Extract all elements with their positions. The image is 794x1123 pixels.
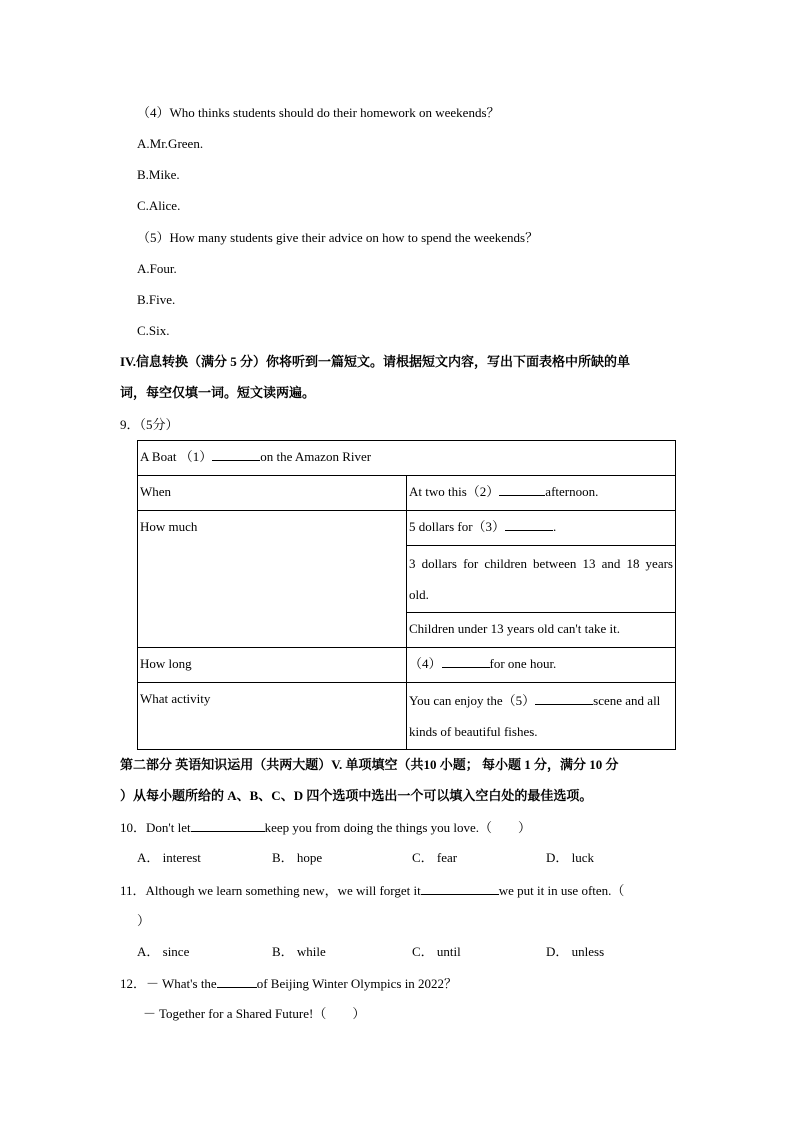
activity-value (407, 683, 676, 750)
table-title-cell (138, 441, 676, 476)
how-much-value-2 (407, 546, 676, 613)
activity-line2: kinds of beautiful fishes. (409, 724, 538, 739)
blank-1[interactable] (212, 448, 260, 461)
when-value (407, 476, 676, 511)
how-much-label: How much (138, 511, 407, 648)
q12-prefix: 12．－ What's the (120, 976, 217, 991)
q11-suffix: we put it in use often.（ (498, 883, 625, 898)
q11-option-d[interactable]: D． unless (546, 944, 605, 959)
blank-5[interactable] (535, 692, 593, 705)
blank-2[interactable] (499, 483, 545, 496)
q10-blank[interactable] (191, 819, 265, 832)
q10-option-d[interactable]: D． luck (546, 850, 595, 865)
activity-suffix: scene and all (593, 693, 661, 708)
q12-blank[interactable] (217, 975, 257, 988)
how-long-label: How long (138, 648, 407, 683)
q10-option-c[interactable]: C． fear (412, 850, 458, 865)
q11-option-a[interactable]: A． since (137, 944, 190, 959)
section4-instruction-line2: 词，每空仅填一词。短文读两遍。 (120, 385, 316, 400)
much2-line1: 3 dollars for children between 13 and 18 years (409, 556, 673, 571)
q11-option-c[interactable]: C． until (412, 944, 461, 959)
q8-5-option-c: C.Six. (137, 323, 170, 338)
how-long-value (407, 648, 676, 683)
when-prefix: At two this（2） (409, 484, 500, 499)
how-much-value-1 (407, 511, 676, 546)
q8-4-option-c: C.Alice. (137, 198, 181, 213)
blank-4[interactable] (442, 655, 490, 668)
q12-answer-line: － Together for a Shared Future!（ ） (143, 1006, 366, 1021)
q11-close-paren: ） (137, 913, 151, 928)
much1-suffix: . (553, 519, 557, 534)
part2-instruction-line1: 第二部分 英语知识运用（共两大题）V. 单项填空（共10 小题； 每小题 1 分，满分 10 分 (120, 757, 619, 772)
q11-blank[interactable] (421, 882, 499, 895)
activity-label: What activity (138, 683, 407, 750)
q10-stem (120, 819, 531, 836)
q8-5-option-b: B.Five. (137, 292, 176, 307)
q8-5-question: （5）How many students give their advice on how to spend the weekends？ (137, 230, 539, 245)
q10-option-a[interactable]: A． interest (137, 850, 201, 865)
q8-4-option-b: B.Mike. (137, 167, 180, 182)
much1-prefix: 5 dollars for（3） (409, 519, 506, 534)
q11-prefix: 11．Although we learn something new，we will forget it (120, 883, 421, 898)
q10-prefix: 10．Don't let (120, 820, 191, 835)
long-prefix: （4） (409, 656, 442, 671)
when-suffix: afternoon. (545, 484, 599, 499)
how-much-value-3: Children under 13 years old can't take it. (407, 613, 676, 648)
info-table (137, 440, 676, 750)
section4-instruction-line1: IV.信息转换（满分 5 分）你将听到一篇短文。请根据短文内容，写出下面表格中所缺的单 (120, 354, 631, 369)
q10-option-b[interactable]: B． hope (272, 850, 323, 865)
title-prefix: A Boat （1） (140, 449, 213, 464)
q8-5-option-a: A.Four. (137, 261, 177, 276)
blank-3[interactable] (505, 518, 553, 531)
q11-stem (120, 882, 624, 899)
q11-option-b[interactable]: B． while (272, 944, 326, 959)
long-suffix: for one hour. (489, 656, 557, 671)
part2-instruction-line2: ）从每小题所给的 A、B、C、D 四个选项中选出一个可以填入空白处的最佳选项。 (120, 788, 593, 803)
much2-line2: old. (409, 587, 429, 602)
q10-suffix: keep you from doing the things you love.（ ） (264, 820, 532, 835)
q9-label: 9．（5分） (120, 417, 179, 432)
q8-4-option-a: A.Mr.Green. (137, 136, 204, 151)
q12-suffix: of Beijing Winter Olympics in 2022？ (256, 976, 458, 991)
when-label: When (138, 476, 407, 511)
activity-prefix: You can enjoy the（5） (409, 693, 536, 708)
q8-4-question: （4）Who thinks students should do their homework on weekends？ (137, 105, 500, 120)
title-suffix: on the Amazon River (260, 449, 372, 464)
q12-stem (120, 975, 457, 992)
activity-line1 (409, 685, 673, 716)
